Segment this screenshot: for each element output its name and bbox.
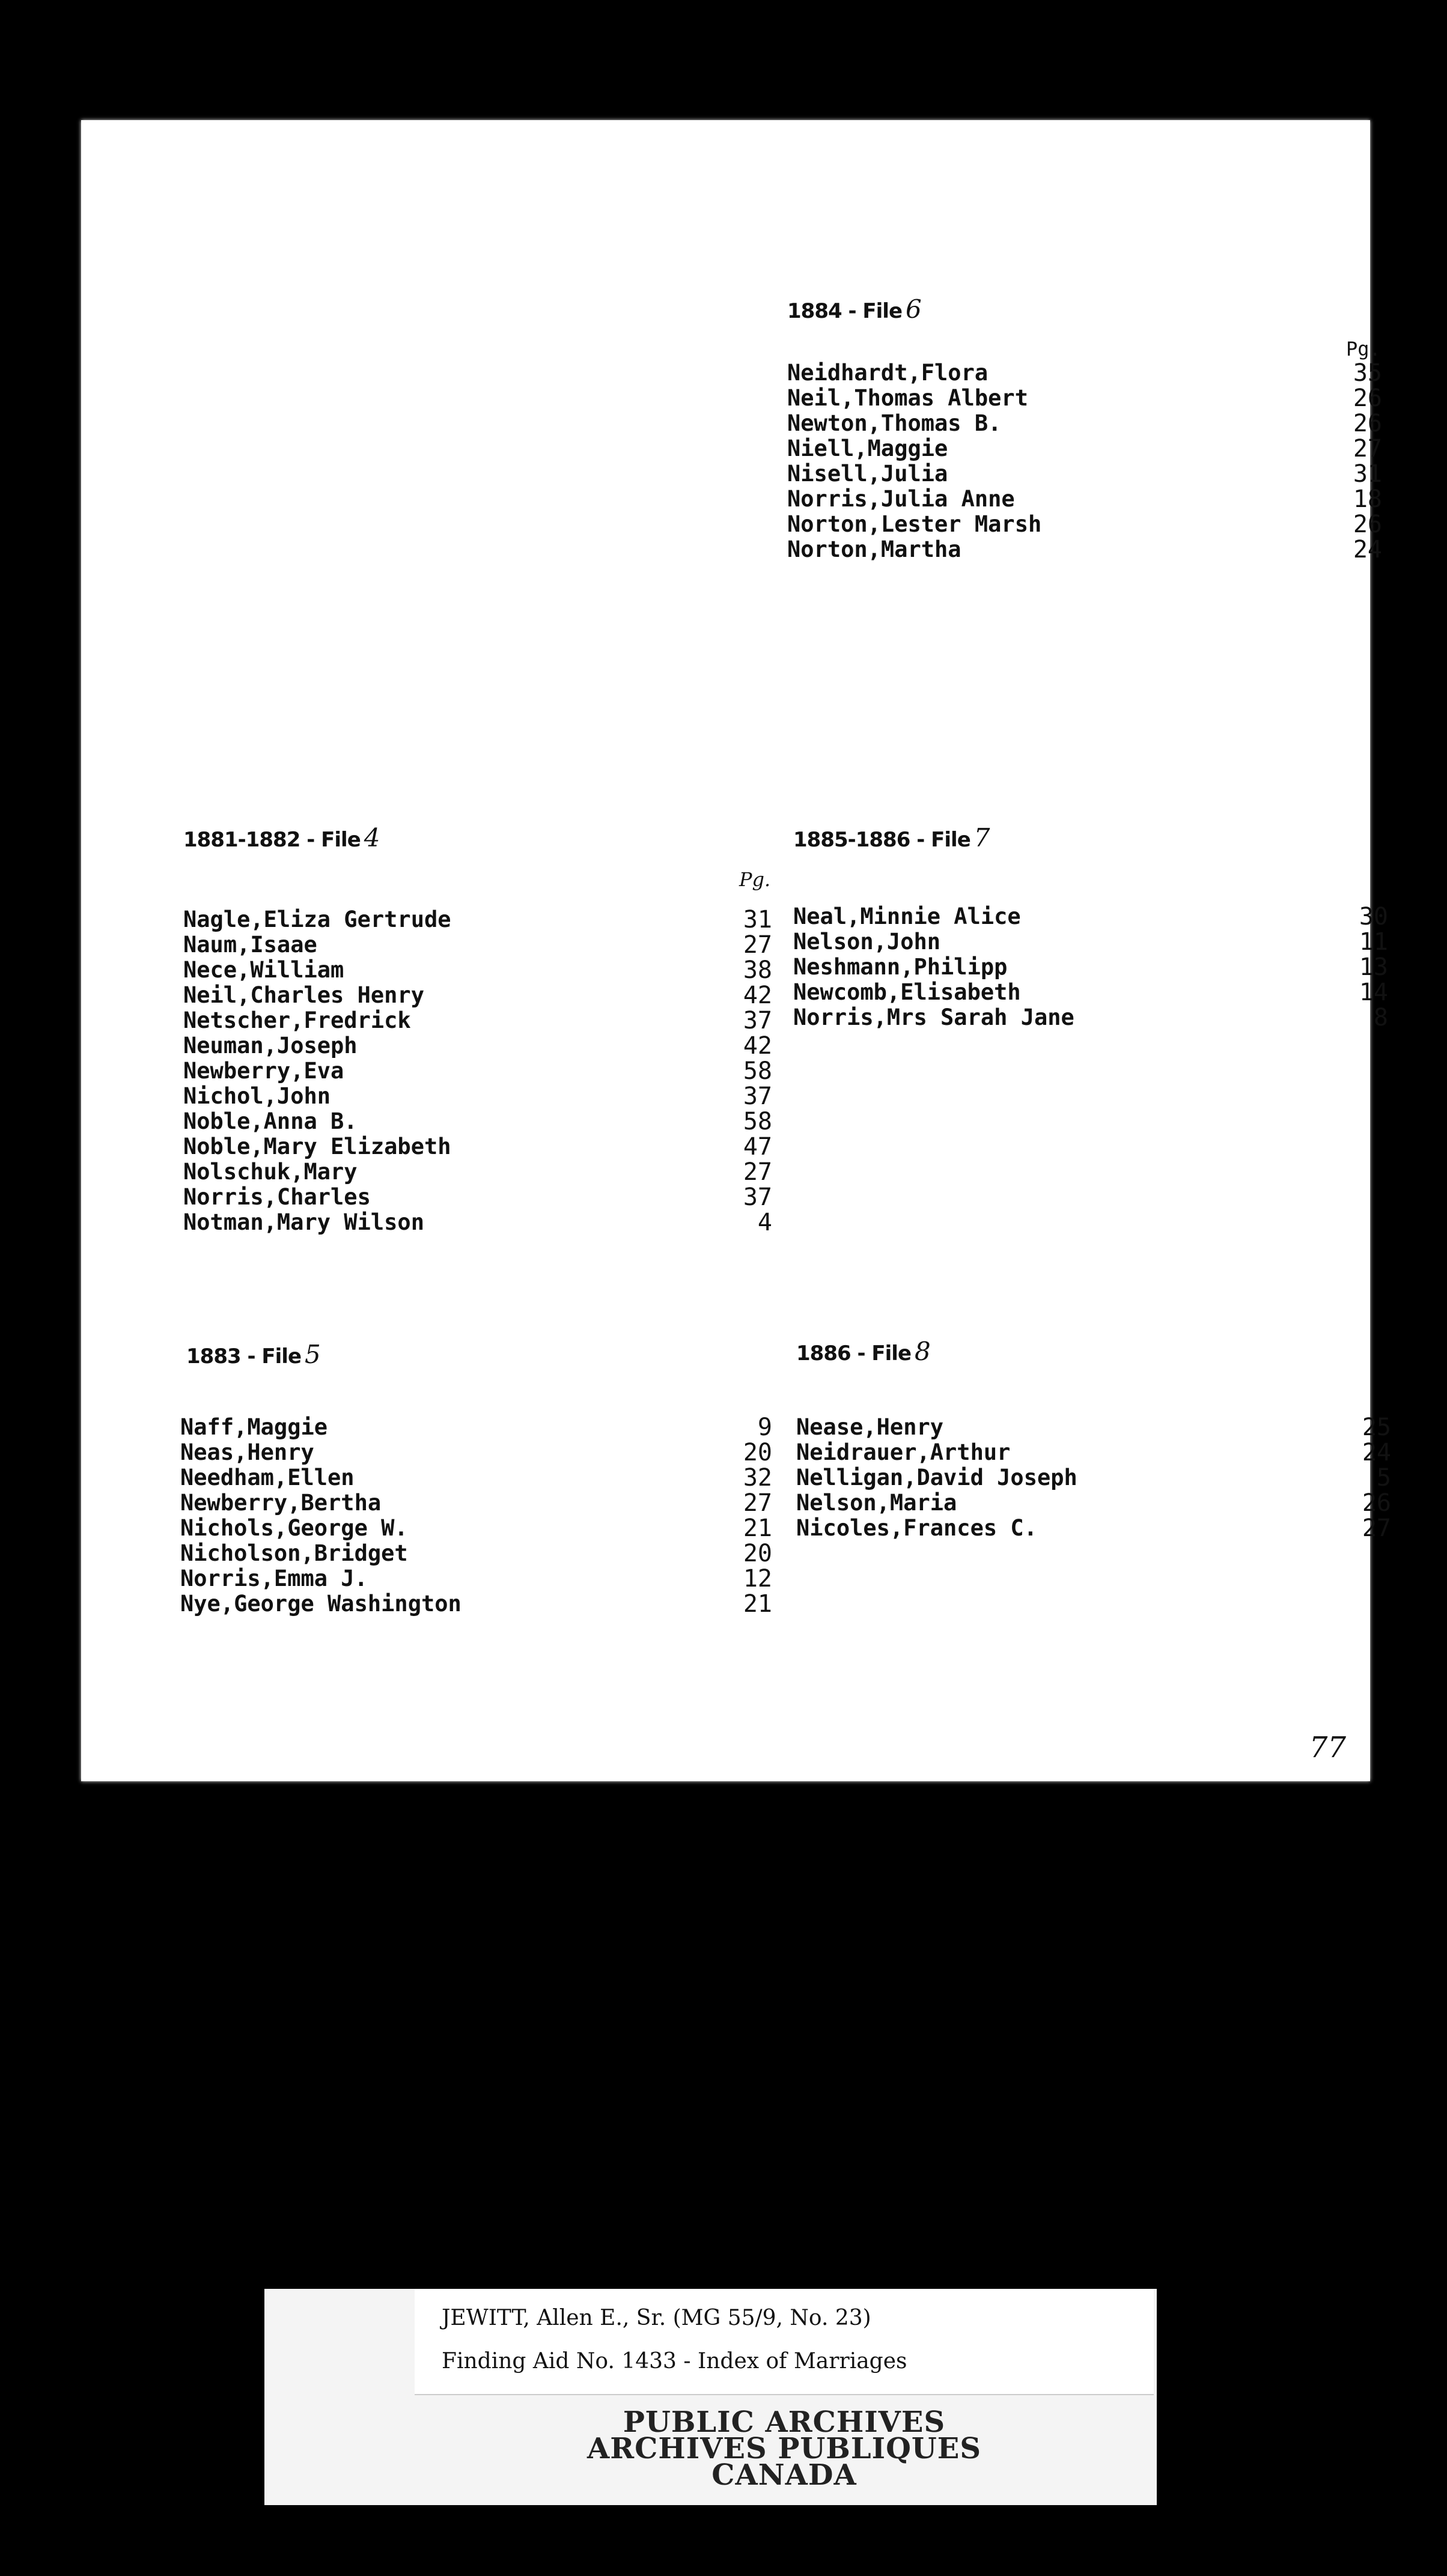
index-entry [183,1033,772,1059]
entry-name: Nicoles,Frances C. [796,1515,1037,1541]
entry-name: Niell,Maggie [787,436,948,461]
entry-name: Noble,Anna B. [183,1108,358,1134]
index-entry [183,1059,772,1084]
page-number: 77 [1309,1731,1346,1764]
index-entry [793,955,1388,980]
section-1884 [787,294,1382,727]
index-entry [183,1185,772,1210]
section-heading: 1881-1882 - File [183,828,361,852]
section-1881-1882 [183,823,772,1364]
entry-page: 26 [1353,511,1382,538]
file-number: 6 [906,294,921,324]
section-1886 [796,1337,1391,1637]
section-title [183,823,379,852]
entry-page: 26 [1353,384,1382,412]
entry-name: Nelson,John [793,929,941,955]
index-entry [793,904,1388,929]
entry-page: 58 [743,1108,772,1135]
entry-page: 30 [1359,903,1388,931]
entry-page: 35 [1353,359,1382,387]
index-entry [787,512,1382,537]
entry-name: Norris,Emma J. [180,1566,368,1591]
entry-name: Needham,Ellen [180,1465,355,1490]
index-entry [183,1008,772,1033]
index-entry [787,360,1382,386]
entry-name: Neil,Charles Henry [183,982,424,1008]
entry-name: Neil,Thomas Albert [787,385,1028,411]
entry-name: Newcomb,Elisabeth [793,979,1021,1005]
index-entry [180,1490,772,1516]
entry-page: 12 [743,1565,772,1593]
entry-name: Neidrauer,Arthur [796,1439,1011,1465]
index-entry [183,1084,772,1109]
section-title [186,1340,320,1369]
entry-name: Nye,George Washington [180,1591,462,1617]
entry-page: 20 [743,1540,772,1567]
entry-name: Nelligan,David Joseph [796,1465,1077,1490]
index-entry [180,1591,772,1617]
entry-page: 58 [743,1057,772,1085]
entry-name: Notman,Mary Wilson [183,1209,424,1235]
index-entry [180,1566,772,1591]
entry-name: Nisell,Julia [787,461,948,487]
entry-page: 27 [1362,1514,1391,1542]
entry-page: 47 [743,1133,772,1161]
entry-name: Nicholson,Bridget [180,1540,408,1566]
file-number: 7 [973,823,990,852]
entry-page: 8 [1373,1004,1388,1031]
archives-stamp [415,2397,1154,2502]
entry-page: 38 [743,956,772,984]
entry-name: Nagle,Eliza Gertrude [183,907,451,932]
entry-name: Naum,Isaae [183,932,317,958]
entry-name: Newberry,Bertha [180,1490,382,1516]
index-entry [796,1516,1391,1541]
pg-column-header: Pg. [739,868,771,891]
entry-name: Naff,Maggie [180,1414,328,1440]
index-entry [796,1490,1391,1516]
index-entry [183,1159,772,1185]
index-entry [787,411,1382,436]
entry-page: 37 [743,1083,772,1110]
entry-page: 24 [1353,536,1382,564]
entry-name: Norton,Lester Marsh [787,511,1042,537]
entry-page: 27 [1353,435,1382,463]
index-entry [180,1541,772,1566]
entry-name: Neas,Henry [180,1439,314,1465]
index-entry [793,929,1388,955]
entry-page: 21 [743,1514,772,1542]
index-entry [183,932,772,958]
index-entry [787,436,1382,461]
stamp-line-1: PUBLIC ARCHIVES [623,2405,946,2439]
index-entry [180,1516,772,1541]
entry-page: 21 [743,1590,772,1618]
entry-name: Newton,Thomas B. [787,410,1002,436]
index-entry [183,907,772,932]
document-page [81,120,1391,1781]
entry-page: 27 [743,1489,772,1517]
file-number: 8 [915,1337,930,1366]
index-entry [796,1440,1391,1465]
entry-page: 13 [1359,953,1388,981]
entry-name: Neuman,Joseph [183,1033,358,1059]
index-entry [183,1109,772,1134]
entry-page: 42 [743,1032,772,1060]
pg-column-header: Pg. [1346,338,1381,360]
entry-name: Neidhardt,Flora [787,360,989,386]
section-heading: 1885-1886 - File [793,828,970,852]
entry-page: 25 [1362,1414,1391,1441]
entry-page: 5 [1376,1464,1391,1492]
entry-page: 20 [743,1439,772,1466]
index-entry [793,980,1388,1005]
entry-page: 31 [743,906,772,934]
index-entry [180,1440,772,1465]
index-entry [796,1465,1391,1490]
section-heading: 1884 - File [787,299,903,323]
entry-page: 27 [743,1158,772,1186]
index-entry [183,983,772,1008]
entry-page: 37 [743,1007,772,1034]
entry-page: 32 [743,1464,772,1492]
entry-page: 14 [1359,979,1388,1006]
index-entry [183,1134,772,1159]
entry-name: Nelson,Maria [796,1490,957,1516]
entry-page: 4 [757,1209,772,1236]
section-title [796,1337,930,1366]
entry-page: 18 [1353,485,1382,513]
entry-page: 26 [1362,1489,1391,1517]
index-entry [787,461,1382,487]
entry-name: Neal,Minnie Alice [793,904,1021,929]
entry-name: Norris,Mrs Sarah Jane [793,1004,1074,1030]
entry-name: Norton,Martha [787,536,961,562]
index-entry [183,1210,772,1235]
entry-page: 42 [743,982,772,1009]
index-entry [787,537,1382,562]
section-heading: 1883 - File [186,1344,302,1368]
entry-page: 27 [743,931,772,959]
stamp-line-2: ARCHIVES PUBLIQUES [587,2432,981,2465]
index-entry [180,1415,772,1440]
file-number: 4 [364,823,380,852]
entry-name: Norris,Charles [183,1184,371,1210]
file-number: 5 [305,1340,320,1369]
entry-page: 9 [757,1414,772,1441]
entry-name: Nease,Henry [796,1414,944,1440]
section-title [787,294,921,324]
index-entry [787,386,1382,411]
section-heading: 1886 - File [796,1341,912,1365]
index-entry [183,958,772,983]
section-1883 [180,1340,772,1760]
entry-name: Nece,William [183,957,344,983]
label-line-finding-aid: Finding Aid No. 1433 - Index of Marriages [442,2349,907,2374]
finding-aid-label [415,2289,1154,2395]
entry-page: 24 [1362,1439,1391,1466]
index-entry [793,1005,1388,1030]
entry-page: 26 [1353,410,1382,437]
entry-page: 31 [1353,460,1382,488]
index-entry [787,487,1382,512]
entry-name: Noble,Mary Elizabeth [183,1134,451,1159]
entry-name: Nichols,George W. [180,1515,408,1541]
section-1885-1886 [793,823,1388,1123]
entry-name: Neshmann,Philipp [793,954,1008,980]
index-entry [180,1465,772,1490]
entry-page: 11 [1359,928,1388,956]
index-entry [796,1415,1391,1440]
section-title [793,823,989,852]
entry-name: Netscher,Fredrick [183,1007,411,1033]
entry-name: Norris,Julia Anne [787,486,1015,512]
entry-name: Nichol,John [183,1083,331,1109]
label-line-collection: JEWITT, Allen E., Sr. (MG 55/9, No. 23) [442,2306,871,2330]
entry-name: Nolschuk,Mary [183,1159,358,1185]
entry-name: Newberry,Eva [183,1058,344,1084]
stamp-line-3: CANADA [711,2458,857,2492]
entry-page: 37 [743,1183,772,1211]
